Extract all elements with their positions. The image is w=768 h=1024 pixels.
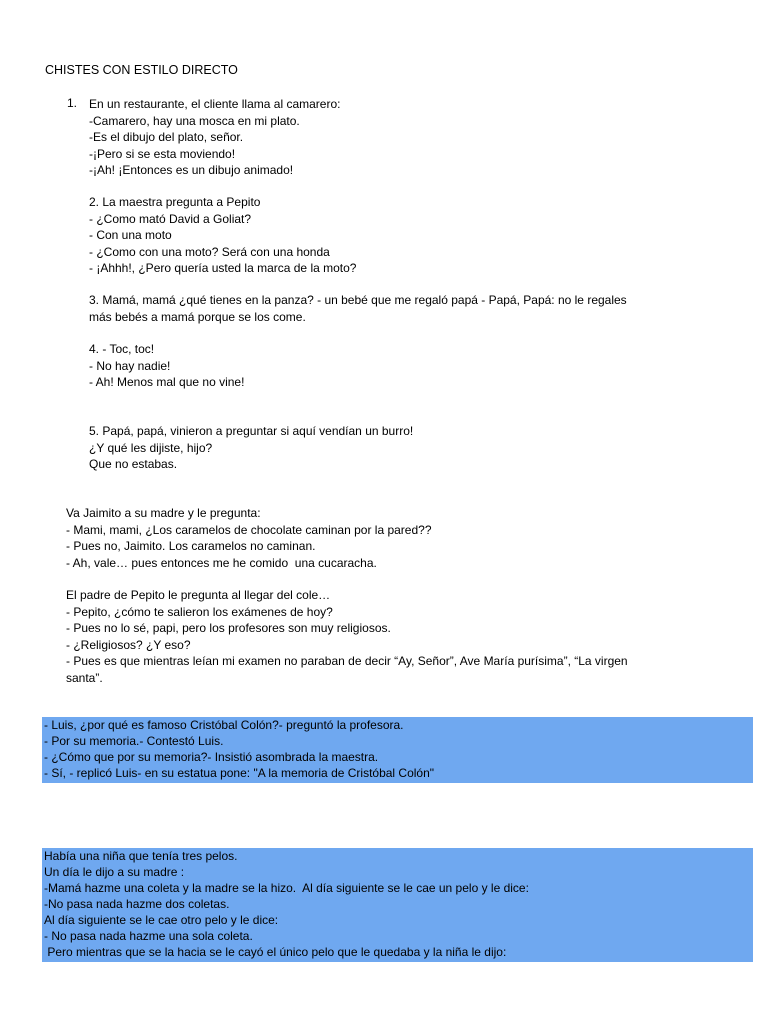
text-line: - ¿Como mató David a Goliat? bbox=[89, 211, 252, 226]
highlighted-joke-8 bbox=[42, 717, 753, 783]
document-title: CHISTES CON ESTILO DIRECTO bbox=[45, 63, 238, 77]
text-line: ¿Y qué les dijiste, hijo? bbox=[89, 440, 213, 455]
text-line: -Camarero, hay una mosca en mi plato. bbox=[89, 113, 300, 128]
text-line: -No pasa nada hazme dos coletas. bbox=[44, 897, 230, 911]
text-line: 3. Mamá, mamá ¿qué tienes en la panza? - un bebé que me regaló papá - Papá, Papá: no le regales bbox=[89, 293, 627, 307]
text-line: - Pepito, ¿cómo te salieron los exámenes de hoy? bbox=[66, 604, 333, 619]
text-line: - Sí, - replicó Luis- en su estatua pone: "A la memoria de Cristóbal Colón" bbox=[44, 766, 435, 780]
text-line: - No pasa nada hazme una sola coleta. bbox=[44, 929, 253, 943]
text-line: - Luis, ¿por qué es famoso Cristóbal Colón?- preguntó la profesora. bbox=[44, 718, 404, 732]
text-line: - Ah, vale… pues entonces me he comido una cucaracha. bbox=[66, 555, 377, 570]
text-line: En un restaurante, el cliente llama al camarero: bbox=[89, 97, 341, 111]
text-line: 5. Papá, papá, vinieron a preguntar si aquí vendían un burro! bbox=[89, 424, 414, 438]
text-line: santa”. bbox=[66, 670, 103, 685]
text-line: Un día le dijo a su madre : bbox=[44, 865, 185, 879]
text-line: más bebés a mamá porque se los come. bbox=[89, 309, 306, 324]
text-line: Va Jaimito a su madre y le pregunta: bbox=[66, 506, 261, 520]
text-line: Que no estabas. bbox=[89, 457, 178, 472]
text-line: Había una niña que tenía tres pelos. bbox=[44, 849, 238, 863]
text-line: - Pues es que mientras leían mi examen no paraban de decir “Ay, Señor”, Ave María purísima”, “La virgen bbox=[66, 654, 628, 669]
highlighted-joke-9 bbox=[42, 848, 753, 962]
text-line: - Mami, mami, ¿Los caramelos de chocolate caminan por la pared?? bbox=[66, 522, 432, 537]
text-line: -¡Ah! ¡Entonces es un dibujo animado! bbox=[89, 163, 294, 178]
text-line: - ¿Cómo que por su memoria?- Insistió asombrada la maestra. bbox=[44, 750, 379, 764]
text-line: - Por su memoria.- Contestó Luis. bbox=[44, 734, 224, 748]
text-line: - Pues no, Jaimito. Los caramelos no caminan. bbox=[66, 539, 316, 554]
text-line: - ¿Como con una moto? Será con una honda bbox=[89, 244, 330, 259]
text-line: El padre de Pepito le pregunta al llegar del cole… bbox=[66, 588, 331, 602]
text-line: - No hay nadie! bbox=[89, 358, 171, 373]
joke-6 bbox=[66, 505, 432, 571]
joke-7 bbox=[66, 587, 628, 687]
text-line: Al día siguiente se le cae otro pelo y le dice: bbox=[44, 913, 279, 927]
list-number: 1. bbox=[67, 96, 78, 110]
joke-5 bbox=[89, 423, 413, 473]
joke-4 bbox=[89, 341, 244, 391]
text-line: - ¿Religiosos? ¿Y eso? bbox=[66, 637, 191, 652]
text-line: -Mamá hazme una coleta y la madre se la hizo. Al día siguiente se le cae un pelo y le dice: bbox=[44, 881, 529, 895]
joke-1 bbox=[89, 96, 340, 179]
text-line: - Ah! Menos mal que no vine! bbox=[89, 375, 245, 390]
text-line: -Es el dibujo del plato, señor. bbox=[89, 130, 244, 145]
text-line: - ¡Ahhh!, ¿Pero quería usted la marca de la moto? bbox=[89, 261, 357, 276]
text-line: Pero mientras que se la hacia se le cayó el único pelo que le quedaba y la niña le dijo: bbox=[44, 945, 507, 959]
text-line: -¡Pero si se esta moviendo! bbox=[89, 146, 236, 161]
joke-2 bbox=[89, 194, 356, 277]
text-line: - Con una moto bbox=[89, 228, 172, 243]
text-line: 2. La maestra pregunta a Pepito bbox=[89, 195, 261, 209]
joke-3 bbox=[89, 292, 627, 325]
text-line: - Pues no lo sé, papi, pero los profesores son muy religiosos. bbox=[66, 621, 391, 636]
text-line: 4. - Toc, toc! bbox=[89, 342, 155, 356]
